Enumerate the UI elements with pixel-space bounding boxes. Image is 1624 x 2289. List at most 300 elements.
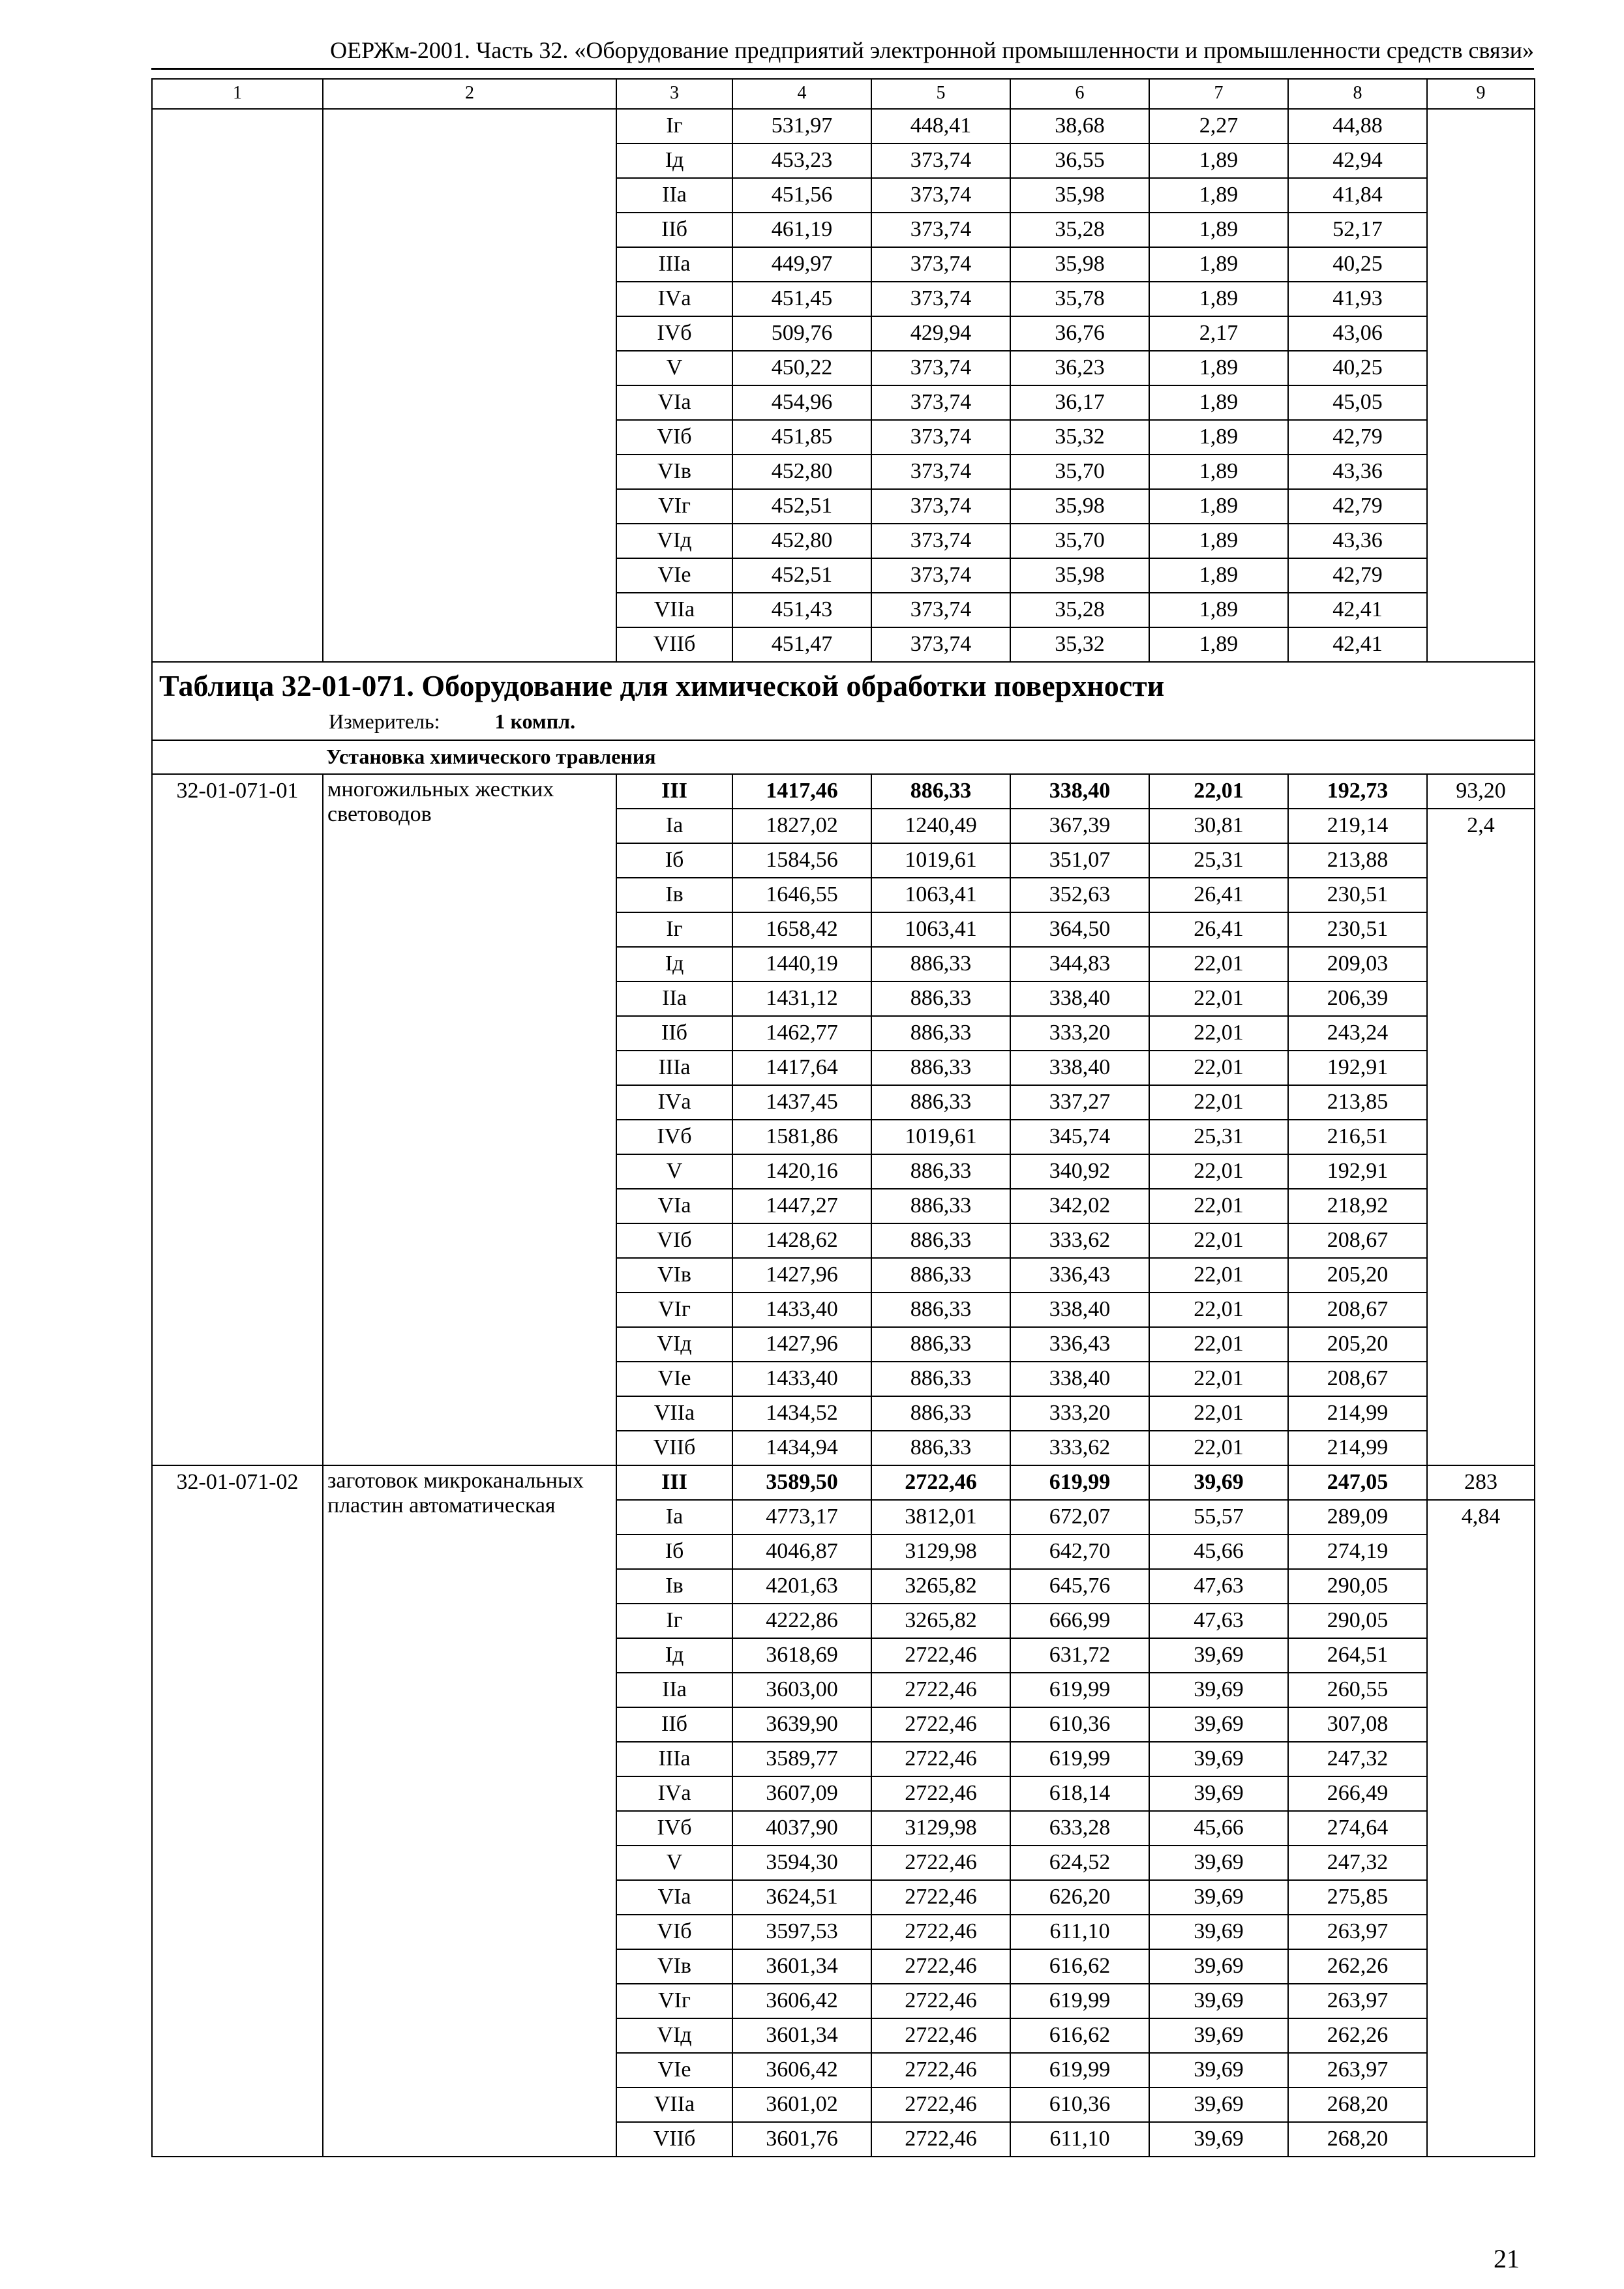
value-cell: 3601,76 bbox=[732, 2122, 871, 2157]
value-cell: 22,01 bbox=[1149, 1396, 1288, 1431]
value-cell: 39,69 bbox=[1149, 1776, 1288, 1811]
value-cell: 243,24 bbox=[1288, 1016, 1427, 1051]
value-cell: 886,33 bbox=[871, 981, 1010, 1016]
value-cell: 340,92 bbox=[1010, 1154, 1149, 1189]
value-cell: 3589,50 bbox=[732, 1465, 871, 1500]
zone-cell: IIа bbox=[616, 1673, 732, 1707]
value-cell: 205,20 bbox=[1288, 1258, 1427, 1293]
value-cell: 35,98 bbox=[1010, 558, 1149, 593]
value-cell: 192,73 bbox=[1288, 774, 1427, 809]
value-cell: 1417,64 bbox=[732, 1051, 871, 1085]
value-cell: 452,80 bbox=[732, 455, 871, 489]
value-cell: 35,28 bbox=[1010, 593, 1149, 627]
entry-code: 32-01-071-02 bbox=[152, 1465, 323, 2157]
value-cell: 611,10 bbox=[1010, 2122, 1149, 2157]
zone-cell: VIб bbox=[616, 1223, 732, 1258]
value-cell: 42,79 bbox=[1288, 489, 1427, 524]
value-cell: 39,69 bbox=[1149, 1673, 1288, 1707]
zone-cell: IVа bbox=[616, 1085, 732, 1120]
value-cell: 3594,30 bbox=[732, 1846, 871, 1880]
value-cell: 42,79 bbox=[1288, 558, 1427, 593]
value-cell: 2722,46 bbox=[871, 1776, 1010, 1811]
value-cell: 3624,51 bbox=[732, 1880, 871, 1915]
value-cell: 610,36 bbox=[1010, 2087, 1149, 2122]
value-cell: 373,74 bbox=[871, 178, 1010, 213]
value-cell: 2722,46 bbox=[871, 2122, 1010, 2157]
value-cell: 342,02 bbox=[1010, 1189, 1149, 1223]
value-cell: 3601,02 bbox=[732, 2087, 871, 2122]
zone-cell: VIIб bbox=[616, 2122, 732, 2157]
value-cell: 1,89 bbox=[1149, 247, 1288, 282]
value-cell: 2722,46 bbox=[871, 2053, 1010, 2087]
value-cell: 4046,87 bbox=[732, 1534, 871, 1569]
value-cell: 22,01 bbox=[1149, 1258, 1288, 1293]
value-cell: 45,66 bbox=[1149, 1534, 1288, 1569]
value-cell: 1427,96 bbox=[732, 1327, 871, 1362]
value-cell: 213,88 bbox=[1288, 843, 1427, 878]
measure-label: Измеритель: bbox=[329, 710, 440, 733]
value-cell: 22,01 bbox=[1149, 1016, 1288, 1051]
value-cell: 2722,46 bbox=[871, 1673, 1010, 1707]
value-cell: 373,74 bbox=[871, 627, 1010, 662]
column-number: 9 bbox=[1427, 79, 1535, 109]
value-cell: 39,69 bbox=[1149, 1465, 1288, 1500]
zone-cell: IIIа bbox=[616, 1742, 732, 1776]
value-cell: 611,10 bbox=[1010, 1915, 1149, 1949]
value-cell: 39,69 bbox=[1149, 1846, 1288, 1880]
value-cell: 307,08 bbox=[1288, 1707, 1427, 1742]
value-cell: 3607,09 bbox=[732, 1776, 871, 1811]
value-cell: 22,01 bbox=[1149, 1085, 1288, 1120]
value-cell: 289,09 bbox=[1288, 1500, 1427, 1534]
value-cell: 1584,56 bbox=[732, 843, 871, 878]
zone-cell: III bbox=[616, 1465, 732, 1500]
value-cell: 619,99 bbox=[1010, 1742, 1149, 1776]
value-cell: 642,70 bbox=[1010, 1534, 1149, 1569]
value-cell: 373,74 bbox=[871, 593, 1010, 627]
value-cell: 39,69 bbox=[1149, 2053, 1288, 2087]
value-cell: 619,99 bbox=[1010, 1465, 1149, 1500]
zone-cell: IIб bbox=[616, 1707, 732, 1742]
value-cell: 2722,46 bbox=[871, 1465, 1010, 1500]
col9-value: 2,4 bbox=[1427, 809, 1535, 1465]
value-cell: 22,01 bbox=[1149, 1189, 1288, 1223]
value-cell: 260,55 bbox=[1288, 1673, 1427, 1707]
value-cell: 3606,42 bbox=[732, 1984, 871, 2018]
value-cell: 886,33 bbox=[871, 1396, 1010, 1431]
value-cell: 373,74 bbox=[871, 213, 1010, 247]
col9-cell bbox=[1427, 109, 1535, 662]
value-cell: 39,69 bbox=[1149, 2018, 1288, 2053]
value-cell: 336,43 bbox=[1010, 1258, 1149, 1293]
value-cell: 26,41 bbox=[1149, 912, 1288, 947]
value-cell: 1440,19 bbox=[732, 947, 871, 981]
zone-cell: IVа bbox=[616, 282, 732, 316]
zone-cell: VIв bbox=[616, 1258, 732, 1293]
value-cell: 450,22 bbox=[732, 351, 871, 385]
value-cell: 373,74 bbox=[871, 351, 1010, 385]
value-cell: 1428,62 bbox=[732, 1223, 871, 1258]
price-table bbox=[151, 78, 1535, 2157]
value-cell: 39,69 bbox=[1149, 1742, 1288, 1776]
zone-cell: Iд bbox=[616, 1638, 732, 1673]
value-cell: 352,63 bbox=[1010, 878, 1149, 912]
zone-cell: VIг bbox=[616, 1293, 732, 1327]
value-cell: 461,19 bbox=[732, 213, 871, 247]
value-cell: 25,31 bbox=[1149, 843, 1288, 878]
value-cell: 43,06 bbox=[1288, 316, 1427, 351]
value-cell: 1,89 bbox=[1149, 351, 1288, 385]
value-cell: 367,39 bbox=[1010, 809, 1149, 843]
value-cell: 338,40 bbox=[1010, 981, 1149, 1016]
value-cell: 4201,63 bbox=[732, 1569, 871, 1604]
value-cell: 39,69 bbox=[1149, 1949, 1288, 1984]
value-cell: 4773,17 bbox=[732, 1500, 871, 1534]
value-cell: 216,51 bbox=[1288, 1120, 1427, 1154]
continuation-desc-cell bbox=[323, 109, 616, 662]
value-cell: 3639,90 bbox=[732, 1707, 871, 1742]
value-cell: 43,36 bbox=[1288, 524, 1427, 558]
value-cell: 36,23 bbox=[1010, 351, 1149, 385]
value-cell: 452,51 bbox=[732, 489, 871, 524]
value-cell: 230,51 bbox=[1288, 912, 1427, 947]
value-cell: 214,99 bbox=[1288, 1431, 1427, 1465]
zone-cell: IVа bbox=[616, 1776, 732, 1811]
value-cell: 886,33 bbox=[871, 1258, 1010, 1293]
zone-cell: VIе bbox=[616, 558, 732, 593]
value-cell: 263,97 bbox=[1288, 1915, 1427, 1949]
value-cell: 886,33 bbox=[871, 1362, 1010, 1396]
column-number: 7 bbox=[1149, 79, 1288, 109]
value-cell: 4222,86 bbox=[732, 1604, 871, 1638]
value-cell: 22,01 bbox=[1149, 1154, 1288, 1189]
value-cell: 3265,82 bbox=[871, 1604, 1010, 1638]
table-title-row bbox=[152, 662, 1535, 740]
value-cell: 1427,96 bbox=[732, 1258, 871, 1293]
value-cell: 42,41 bbox=[1288, 627, 1427, 662]
value-cell: 451,45 bbox=[732, 282, 871, 316]
value-cell: 3606,42 bbox=[732, 2053, 871, 2087]
value-cell: 3618,69 bbox=[732, 1638, 871, 1673]
value-cell: 3601,34 bbox=[732, 1949, 871, 1984]
value-cell: 45,05 bbox=[1288, 385, 1427, 420]
value-cell: 619,99 bbox=[1010, 2053, 1149, 2087]
value-cell: 3603,00 bbox=[732, 1673, 871, 1707]
value-cell: 624,52 bbox=[1010, 1846, 1149, 1880]
zone-cell: Iа bbox=[616, 1500, 732, 1534]
zone-cell: VIIа bbox=[616, 1396, 732, 1431]
column-number-row bbox=[152, 79, 1535, 109]
value-cell: 55,57 bbox=[1149, 1500, 1288, 1534]
value-cell: 263,97 bbox=[1288, 2053, 1427, 2087]
value-cell: 1447,27 bbox=[732, 1189, 871, 1223]
value-cell: 1063,41 bbox=[871, 878, 1010, 912]
column-number: 5 bbox=[871, 79, 1010, 109]
zone-cell: VIIб bbox=[616, 627, 732, 662]
value-cell: 25,31 bbox=[1149, 1120, 1288, 1154]
value-cell: 1827,02 bbox=[732, 809, 871, 843]
value-cell: 35,78 bbox=[1010, 282, 1149, 316]
value-cell: 39,69 bbox=[1149, 1707, 1288, 1742]
value-cell: 44,88 bbox=[1288, 109, 1427, 143]
value-cell: 1,89 bbox=[1149, 455, 1288, 489]
value-cell: 41,93 bbox=[1288, 282, 1427, 316]
value-cell: 451,56 bbox=[732, 178, 871, 213]
value-cell: 47,63 bbox=[1149, 1604, 1288, 1638]
value-cell: 1581,86 bbox=[732, 1120, 871, 1154]
value-cell: 672,07 bbox=[1010, 1500, 1149, 1534]
value-cell: 631,72 bbox=[1010, 1638, 1149, 1673]
value-cell: 36,76 bbox=[1010, 316, 1149, 351]
value-cell: 1240,49 bbox=[871, 809, 1010, 843]
value-cell: 373,74 bbox=[871, 385, 1010, 420]
value-cell: 22,01 bbox=[1149, 947, 1288, 981]
value-cell: 35,32 bbox=[1010, 420, 1149, 455]
value-cell: 373,74 bbox=[871, 524, 1010, 558]
zone-cell: VIв bbox=[616, 455, 732, 489]
value-cell: 2722,46 bbox=[871, 1846, 1010, 1880]
value-cell: 338,40 bbox=[1010, 1293, 1149, 1327]
col9-value: 4,84 bbox=[1427, 1500, 1535, 2157]
zone-cell: VIа bbox=[616, 1189, 732, 1223]
zone-cell: V bbox=[616, 351, 732, 385]
value-cell: 1,89 bbox=[1149, 143, 1288, 178]
value-cell: 3597,53 bbox=[732, 1915, 871, 1949]
value-cell: 1,89 bbox=[1149, 213, 1288, 247]
zone-cell: IIа bbox=[616, 981, 732, 1016]
value-cell: 1417,46 bbox=[732, 774, 871, 809]
zone-cell: Iд bbox=[616, 947, 732, 981]
value-cell: 39,69 bbox=[1149, 2122, 1288, 2157]
value-cell: 35,98 bbox=[1010, 489, 1149, 524]
zone-cell: VIв bbox=[616, 1949, 732, 1984]
value-cell: 373,74 bbox=[871, 143, 1010, 178]
zone-cell: VIд bbox=[616, 2018, 732, 2053]
zone-cell: Iв bbox=[616, 1569, 732, 1604]
value-cell: 373,74 bbox=[871, 282, 1010, 316]
value-cell: 886,33 bbox=[871, 1431, 1010, 1465]
value-cell: 616,62 bbox=[1010, 2018, 1149, 2053]
zone-cell: IIб bbox=[616, 1016, 732, 1051]
column-number: 6 bbox=[1010, 79, 1149, 109]
zone-cell: IIа bbox=[616, 178, 732, 213]
value-cell: 451,43 bbox=[732, 593, 871, 627]
value-cell: 263,97 bbox=[1288, 1984, 1427, 2018]
value-cell: 22,01 bbox=[1149, 1327, 1288, 1362]
value-cell: 2722,46 bbox=[871, 1638, 1010, 1673]
value-cell: 247,05 bbox=[1288, 1465, 1427, 1500]
value-cell: 451,47 bbox=[732, 627, 871, 662]
value-cell: 1434,52 bbox=[732, 1396, 871, 1431]
column-number: 1 bbox=[152, 79, 323, 109]
zone-cell: IVб bbox=[616, 1120, 732, 1154]
entry-code: 32-01-071-01 bbox=[152, 774, 323, 1465]
value-cell: 1,89 bbox=[1149, 385, 1288, 420]
value-cell: 22,01 bbox=[1149, 1051, 1288, 1085]
value-cell: 373,74 bbox=[871, 247, 1010, 282]
value-cell: 509,76 bbox=[732, 316, 871, 351]
table-title: Таблица 32-01-071. Оборудование для химической обработки поверхности bbox=[159, 669, 1165, 702]
value-cell: 22,01 bbox=[1149, 1362, 1288, 1396]
zone-cell: VIе bbox=[616, 1362, 732, 1396]
value-cell: 452,51 bbox=[732, 558, 871, 593]
value-cell: 22,01 bbox=[1149, 1293, 1288, 1327]
table-row bbox=[152, 109, 1535, 143]
value-cell: 1019,61 bbox=[871, 1120, 1010, 1154]
value-cell: 337,27 bbox=[1010, 1085, 1149, 1120]
value-cell: 1,89 bbox=[1149, 420, 1288, 455]
value-cell: 1,89 bbox=[1149, 558, 1288, 593]
value-cell: 230,51 bbox=[1288, 878, 1427, 912]
column-number: 2 bbox=[323, 79, 616, 109]
value-cell: 3129,98 bbox=[871, 1534, 1010, 1569]
value-cell: 619,99 bbox=[1010, 1673, 1149, 1707]
value-cell: 39,69 bbox=[1149, 2087, 1288, 2122]
value-cell: 274,19 bbox=[1288, 1534, 1427, 1569]
value-cell: 209,03 bbox=[1288, 947, 1427, 981]
value-cell: 36,55 bbox=[1010, 143, 1149, 178]
zone-cell: V bbox=[616, 1846, 732, 1880]
value-cell: 35,98 bbox=[1010, 178, 1149, 213]
value-cell: 886,33 bbox=[871, 947, 1010, 981]
value-cell: 52,17 bbox=[1288, 213, 1427, 247]
value-cell: 290,05 bbox=[1288, 1604, 1427, 1638]
value-cell: 42,94 bbox=[1288, 143, 1427, 178]
value-cell: 38,68 bbox=[1010, 109, 1149, 143]
value-cell: 2722,46 bbox=[871, 1984, 1010, 2018]
zone-cell: Iв bbox=[616, 878, 732, 912]
value-cell: 275,85 bbox=[1288, 1880, 1427, 1915]
value-cell: 247,32 bbox=[1288, 1846, 1427, 1880]
zone-cell: VIIб bbox=[616, 1431, 732, 1465]
value-cell: 453,23 bbox=[732, 143, 871, 178]
value-cell: 364,50 bbox=[1010, 912, 1149, 947]
zone-cell: VIIа bbox=[616, 2087, 732, 2122]
value-cell: 3265,82 bbox=[871, 1569, 1010, 1604]
value-cell: 1437,45 bbox=[732, 1085, 871, 1120]
zone-cell: IIб bbox=[616, 213, 732, 247]
value-cell: 449,97 bbox=[732, 247, 871, 282]
value-cell: 3589,77 bbox=[732, 1742, 871, 1776]
section-row bbox=[152, 740, 1535, 774]
value-cell: 264,51 bbox=[1288, 1638, 1427, 1673]
value-cell: 35,70 bbox=[1010, 455, 1149, 489]
value-cell: 26,41 bbox=[1149, 878, 1288, 912]
zone-cell: IIIа bbox=[616, 247, 732, 282]
value-cell: 35,70 bbox=[1010, 524, 1149, 558]
value-cell: 218,92 bbox=[1288, 1189, 1427, 1223]
value-cell: 2722,46 bbox=[871, 2018, 1010, 2053]
value-cell: 373,74 bbox=[871, 420, 1010, 455]
value-cell: 1,89 bbox=[1149, 593, 1288, 627]
value-cell: 2722,46 bbox=[871, 1742, 1010, 1776]
value-cell: 3129,98 bbox=[871, 1811, 1010, 1846]
col9-value: 283 bbox=[1427, 1465, 1535, 1500]
col9-value: 93,20 bbox=[1427, 774, 1535, 809]
zone-cell: VIб bbox=[616, 420, 732, 455]
value-cell: 40,25 bbox=[1288, 247, 1427, 282]
zone-cell: III bbox=[616, 774, 732, 809]
value-cell: 41,84 bbox=[1288, 178, 1427, 213]
value-cell: 208,67 bbox=[1288, 1223, 1427, 1258]
value-cell: 1,89 bbox=[1149, 282, 1288, 316]
zone-cell: VIд bbox=[616, 524, 732, 558]
value-cell: 616,62 bbox=[1010, 1949, 1149, 1984]
zone-cell: Iб bbox=[616, 1534, 732, 1569]
value-cell: 333,62 bbox=[1010, 1223, 1149, 1258]
zone-cell: VIб bbox=[616, 1915, 732, 1949]
value-cell: 3812,01 bbox=[871, 1500, 1010, 1534]
value-cell: 266,49 bbox=[1288, 1776, 1427, 1811]
value-cell: 373,74 bbox=[871, 455, 1010, 489]
running-header: ОЕРЖм-2001. Часть 32. «Оборудование предприятий электронной промышленности и промышленности средств связи» bbox=[151, 34, 1534, 70]
value-cell: 626,20 bbox=[1010, 1880, 1149, 1915]
value-cell: 666,99 bbox=[1010, 1604, 1149, 1638]
value-cell: 262,26 bbox=[1288, 2018, 1427, 2053]
value-cell: 2,17 bbox=[1149, 316, 1288, 351]
value-cell: 205,20 bbox=[1288, 1327, 1427, 1362]
value-cell: 219,14 bbox=[1288, 809, 1427, 843]
column-number: 4 bbox=[732, 79, 871, 109]
zone-cell: IVб bbox=[616, 316, 732, 351]
value-cell: 344,83 bbox=[1010, 947, 1149, 981]
zone-cell: Iд bbox=[616, 143, 732, 178]
zone-cell: Iг bbox=[616, 109, 732, 143]
value-cell: 645,76 bbox=[1010, 1569, 1149, 1604]
zone-cell: Iб bbox=[616, 843, 732, 878]
value-cell: 1019,61 bbox=[871, 843, 1010, 878]
value-cell: 886,33 bbox=[871, 1223, 1010, 1258]
value-cell: 451,85 bbox=[732, 420, 871, 455]
value-cell: 30,81 bbox=[1149, 809, 1288, 843]
value-cell: 452,80 bbox=[732, 524, 871, 558]
zone-cell: IIIа bbox=[616, 1051, 732, 1085]
value-cell: 35,98 bbox=[1010, 247, 1149, 282]
zone-cell: Iг bbox=[616, 912, 732, 947]
value-cell: 1420,16 bbox=[732, 1154, 871, 1189]
value-cell: 886,33 bbox=[871, 1293, 1010, 1327]
value-cell: 1462,77 bbox=[732, 1016, 871, 1051]
value-cell: 192,91 bbox=[1288, 1154, 1427, 1189]
value-cell: 268,20 bbox=[1288, 2087, 1427, 2122]
value-cell: 268,20 bbox=[1288, 2122, 1427, 2157]
value-cell: 247,32 bbox=[1288, 1742, 1427, 1776]
value-cell: 886,33 bbox=[871, 1051, 1010, 1085]
value-cell: 338,40 bbox=[1010, 1051, 1149, 1085]
value-cell: 214,99 bbox=[1288, 1396, 1427, 1431]
value-cell: 43,36 bbox=[1288, 455, 1427, 489]
value-cell: 886,33 bbox=[871, 1085, 1010, 1120]
value-cell: 429,94 bbox=[871, 316, 1010, 351]
value-cell: 1431,12 bbox=[732, 981, 871, 1016]
value-cell: 2,27 bbox=[1149, 109, 1288, 143]
value-cell: 42,41 bbox=[1288, 593, 1427, 627]
value-cell: 351,07 bbox=[1010, 843, 1149, 878]
value-cell: 2722,46 bbox=[871, 1880, 1010, 1915]
value-cell: 345,74 bbox=[1010, 1120, 1149, 1154]
value-cell: 45,66 bbox=[1149, 1811, 1288, 1846]
zone-cell: VIа bbox=[616, 1880, 732, 1915]
value-cell: 333,20 bbox=[1010, 1016, 1149, 1051]
zone-cell: VIа bbox=[616, 385, 732, 420]
value-cell: 40,25 bbox=[1288, 351, 1427, 385]
value-cell: 274,64 bbox=[1288, 1811, 1427, 1846]
value-cell: 333,62 bbox=[1010, 1431, 1149, 1465]
page-number: 21 bbox=[1494, 2244, 1520, 2273]
value-cell: 886,33 bbox=[871, 774, 1010, 809]
value-cell: 454,96 bbox=[732, 385, 871, 420]
value-cell: 448,41 bbox=[871, 109, 1010, 143]
